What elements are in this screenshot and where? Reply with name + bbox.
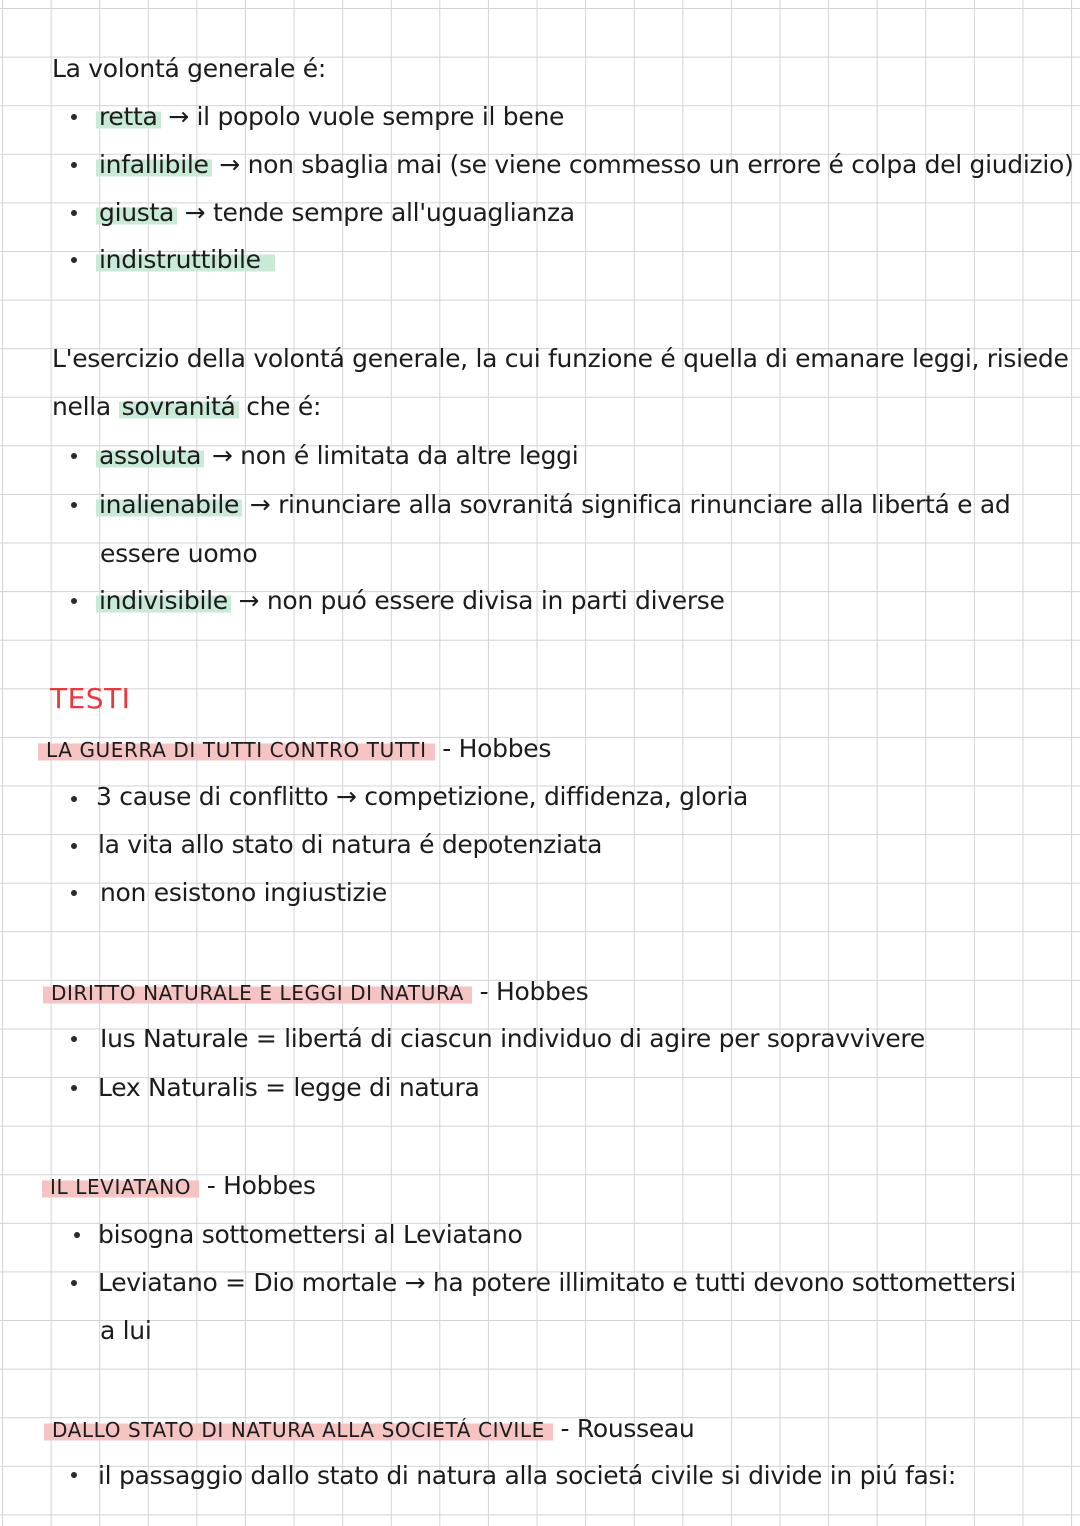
bullet-dot xyxy=(71,257,77,263)
list-item-giusta xyxy=(96,198,575,227)
section-rousseau-header xyxy=(44,1414,694,1443)
arrow-icon: → xyxy=(249,490,271,519)
arrow-icon: → xyxy=(238,586,260,615)
arrow-icon: → xyxy=(168,102,189,131)
section-title: LA GUERRA DI TUTTI CONTRO TUTTI xyxy=(38,738,435,762)
bullet-dot xyxy=(71,1085,77,1091)
bullet-dot xyxy=(71,890,77,896)
bullet-dot xyxy=(71,1036,77,1042)
bullet-dot xyxy=(71,796,77,802)
desc-indivisibile: non puó essere divisa in parti diverse xyxy=(266,586,725,615)
section-author: - Rousseau xyxy=(560,1414,695,1443)
desc-infallibile: non sbaglia mai (se viene commesso un errore é colpa del giudizio) xyxy=(247,150,1074,179)
arrow-icon: → xyxy=(219,150,240,179)
list-item-indistruttibile xyxy=(96,245,275,274)
list-item-indivisibile xyxy=(96,586,725,615)
bullet-dot xyxy=(71,598,77,604)
list-item: Ius Naturale = libertá di ciascun individuo di agire per sopravvivere xyxy=(100,1024,925,1053)
section-author: - Hobbes xyxy=(442,734,552,763)
section-title: DIRITTO NATURALE E LEGGI DI NATURA xyxy=(43,981,472,1005)
list-item: la vita allo stato di natura é depotenziata xyxy=(98,830,603,859)
arrow-icon: → xyxy=(211,441,233,470)
section-author: - Hobbes xyxy=(206,1171,316,1200)
desc-inalienabile: rinunciare alla sovranitá significa rinunciare alla libertá e ad xyxy=(278,490,1011,519)
list-item: non esistono ingiustizie xyxy=(100,878,387,907)
section-title: IL LEVIATANO xyxy=(42,1175,199,1199)
desc-giusta: tende sempre all'uguaglianza xyxy=(212,198,575,227)
term-sovranita: sovranitá xyxy=(119,392,239,421)
desc-inalienabile-cont: essere uomo xyxy=(100,539,258,568)
list-item: bisogna sottomettersi al Leviatano xyxy=(98,1220,523,1249)
list-item: il passaggio dallo stato di natura alla societá civile si divide in piú fasi: xyxy=(98,1461,957,1490)
section-guerra-header xyxy=(38,734,551,763)
bullet-dot xyxy=(71,114,77,120)
term-assoluta: assoluta xyxy=(96,441,204,470)
bullet-dot xyxy=(71,162,77,168)
term-retta: retta xyxy=(96,102,161,131)
arrow-icon: → xyxy=(184,198,206,227)
list-item: Lex Naturalis = legge di natura xyxy=(98,1073,480,1102)
bullet-dot xyxy=(71,210,77,216)
list-item-assoluta xyxy=(96,441,578,470)
bullet-dot xyxy=(71,502,77,508)
term-infallibile: infallibile xyxy=(96,150,212,179)
term-indivisibile: indivisibile xyxy=(96,586,231,615)
intro-post: che é: xyxy=(246,392,322,421)
bullet-dot xyxy=(71,1472,77,1478)
list-item-infallibile xyxy=(96,150,1073,179)
sovranita-intro-line2 xyxy=(52,392,321,421)
bullet-dot xyxy=(71,453,77,459)
sovranita-intro-line1: L'esercizio della volontá generale, la cui funzione é quella di emanare leggi, risiede xyxy=(52,344,1069,373)
list-item-retta xyxy=(96,102,564,131)
bullet-dot xyxy=(71,843,77,849)
term-indistruttibile: indistruttibile xyxy=(96,245,275,274)
list-item: 3 cause di conflitto → competizione, diffidenza, gloria xyxy=(96,782,749,811)
intro-pre: nella xyxy=(52,392,111,421)
testi-heading: TESTI xyxy=(50,682,131,715)
term-giusta: giusta xyxy=(96,198,177,227)
desc-assoluta: non é limitata da altre leggi xyxy=(240,441,579,470)
volonta-intro: La volontá generale é: xyxy=(52,54,326,83)
list-item: Leviatano = Dio mortale → ha potere illimitato e tutti devono sottomettersi xyxy=(98,1268,1017,1297)
desc-retta: il popolo vuole sempre il bene xyxy=(196,102,565,131)
term-inalienabile: inalienabile xyxy=(96,490,242,519)
section-diritto-header xyxy=(43,977,588,1006)
bullet-dot xyxy=(71,1280,77,1286)
section-title: DALLO STATO DI NATURA ALLA SOCIETÁ CIVILE xyxy=(44,1418,553,1442)
list-item-cont: a lui xyxy=(100,1316,152,1345)
bullet-dot xyxy=(74,1232,80,1238)
section-leviatano-header xyxy=(42,1171,316,1200)
list-item-inalienabile xyxy=(96,490,1010,519)
section-author: - Hobbes xyxy=(479,977,589,1006)
